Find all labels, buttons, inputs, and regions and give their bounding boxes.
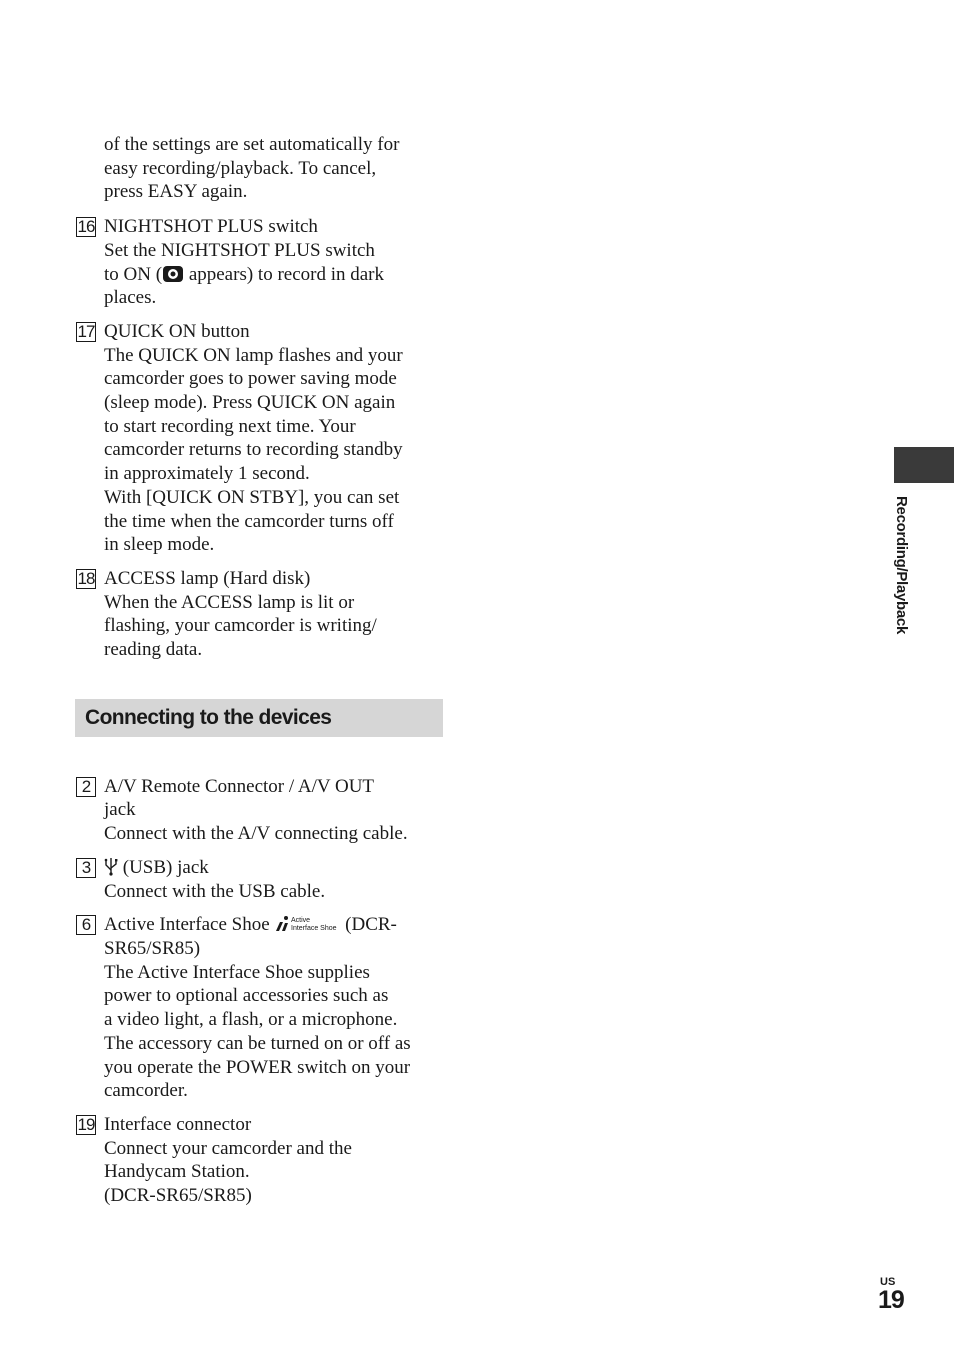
- item-quick-on-button: [75, 320, 447, 557]
- item-line: Interface connector: [104, 1113, 252, 1135]
- item-number: 17: [77, 321, 95, 341]
- intro-line: press EASY again.: [104, 181, 248, 203]
- item-line: jack: [104, 799, 136, 821]
- nightshot-icon: [162, 265, 184, 283]
- item-line: you operate the POWER switch on your: [104, 1056, 411, 1078]
- intro-line: easy recording/playback. To cancel,: [104, 157, 377, 179]
- item-line: Handycam Station.: [104, 1161, 250, 1183]
- item-line: The QUICK ON lamp flashes and your: [104, 344, 403, 366]
- chapter-side-label: Recording/Playback: [893, 496, 910, 634]
- usb-icon: [104, 856, 118, 876]
- item-line: With [QUICK ON STBY], you can set: [104, 486, 400, 508]
- item-line: in approximately 1 second.: [104, 463, 310, 485]
- item-line: SR65/SR85): [104, 937, 201, 959]
- intro-paragraph: [75, 133, 447, 204]
- item-number: 6: [76, 915, 96, 935]
- item-nightshot-switch: [75, 215, 447, 310]
- item-line: flashing, your camcorder is writing/: [104, 615, 377, 637]
- chapter-tab-block: [894, 447, 954, 483]
- item-interface-connector: [75, 1113, 447, 1208]
- item-usb-jack: [75, 856, 447, 903]
- item-line: [104, 856, 447, 880]
- item-line: The Active Interface Shoe supplies: [104, 961, 370, 983]
- item-line: camcorder returns to recording standby: [104, 439, 403, 461]
- item-line: the time when the camcorder turns off: [104, 510, 394, 532]
- active-interface-shoe-logo-icon: [274, 915, 340, 933]
- item-number: 3: [76, 858, 96, 878]
- item-line: in sleep mode.: [104, 534, 215, 556]
- item-number: 2: [76, 777, 96, 797]
- main-column: [75, 133, 447, 1218]
- item-line-text: Active Interface Shoe: [104, 914, 275, 936]
- item-line-text: (USB) jack: [122, 856, 209, 878]
- item-line: to start recording next time. Your: [104, 415, 356, 437]
- item-line: NIGHTSHOT PLUS switch: [104, 216, 318, 238]
- item-line: reading data.: [104, 639, 203, 661]
- page-number: 19: [878, 1286, 904, 1314]
- section-heading: Connecting to the devices: [75, 699, 443, 737]
- item-line: Connect your camcorder and the: [104, 1137, 352, 1159]
- item-line: camcorder goes to power saving mode: [104, 368, 397, 390]
- shoe-logo-top: Active: [291, 917, 311, 925]
- item-line: camcorder.: [104, 1080, 188, 1102]
- item-line: (DCR-SR65/SR85): [104, 1185, 252, 1207]
- item-line: Connect with the USB cable.: [104, 880, 326, 902]
- item-line: When the ACCESS lamp is lit or: [104, 591, 355, 613]
- item-line: A/V Remote Connector / A/V OUT: [104, 775, 375, 797]
- item-number: 16: [77, 217, 95, 237]
- item-access-lamp: [75, 567, 447, 662]
- item-av-remote-connector: [75, 775, 447, 846]
- item-line: [104, 913, 447, 937]
- item-line: Connect with the A/V connecting cable.: [104, 823, 408, 845]
- intro-line: of the settings are set automatically for: [104, 134, 400, 155]
- item-line: [104, 263, 447, 287]
- item-line-text: (DCR-: [340, 914, 397, 936]
- item-line: The accessory can be turned on or off as: [104, 1032, 411, 1054]
- page-region-code: US: [880, 1276, 896, 1288]
- item-active-interface-shoe: [75, 913, 447, 1103]
- item-line: places.: [104, 287, 157, 309]
- item-line: QUICK ON button: [104, 320, 250, 342]
- item-line: ACCESS lamp (Hard disk): [104, 567, 311, 589]
- item-line: (sleep mode). Press QUICK ON again: [104, 392, 396, 414]
- shoe-logo-bottom: Interface Shoe: [291, 925, 337, 933]
- item-line: a video light, a flash, or a microphone.: [104, 1009, 398, 1031]
- item-line: Set the NIGHTSHOT PLUS switch: [104, 239, 375, 261]
- item-line: power to optional accessories such as: [104, 985, 389, 1007]
- item-number: 19: [77, 1114, 95, 1134]
- item-line-text: appears) to record in dark: [184, 263, 384, 285]
- item-line-text: to ON (: [104, 263, 163, 285]
- item-number: 18: [77, 568, 95, 588]
